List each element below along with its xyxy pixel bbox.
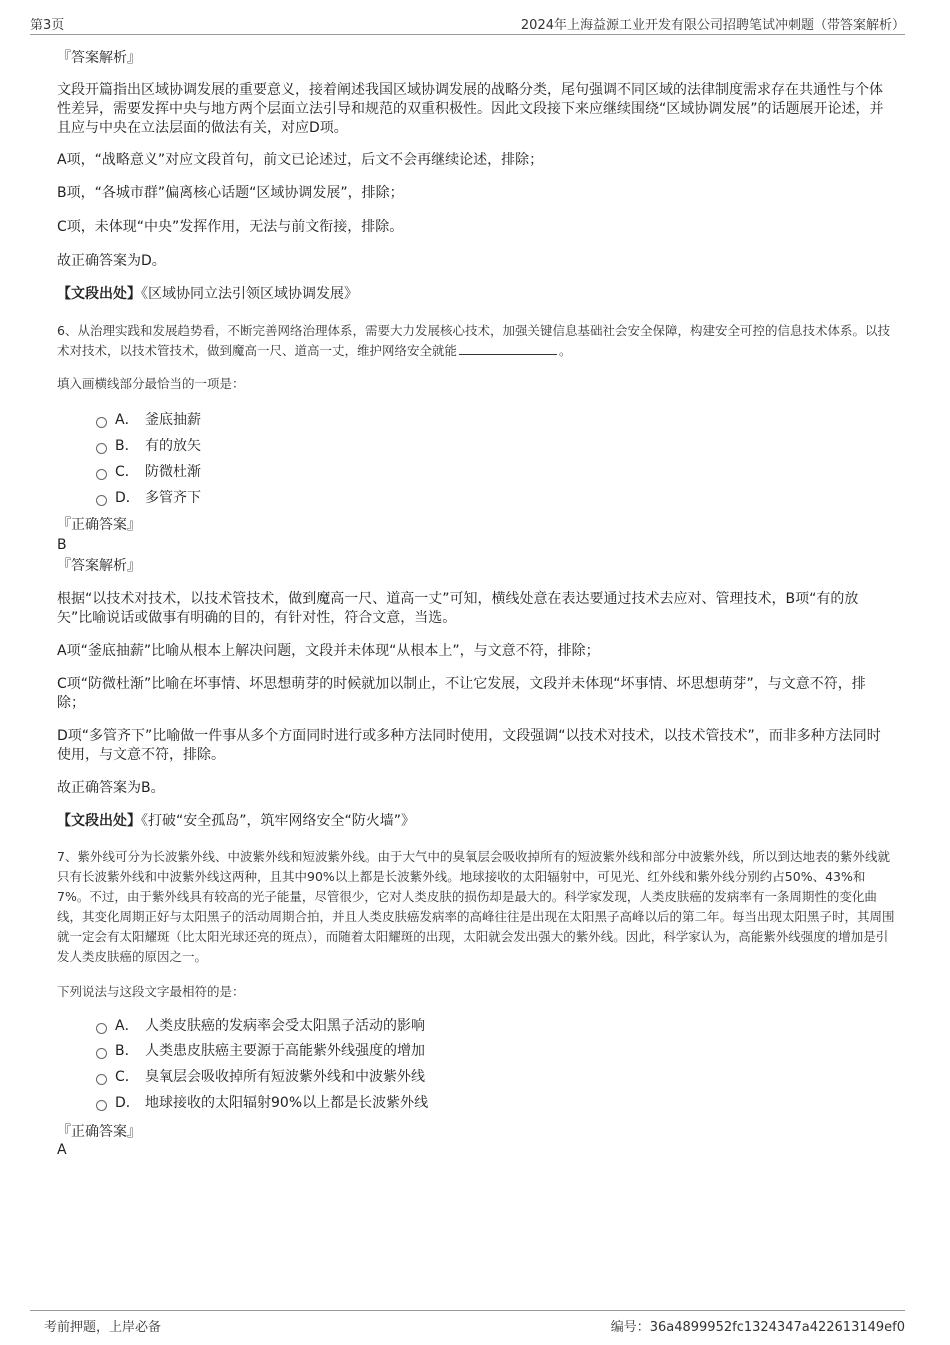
q6-source-title: 《打破“安全孤岛”，筑牢网络安全“防火墙”》 — [141, 813, 416, 829]
radio-button[interactable] — [96, 495, 107, 506]
page-header — [30, 12, 905, 35]
q5-note-a: A项，“战略意义”对应文段首句，前文已论述过，后文不会再继续论述，排除； — [57, 152, 544, 168]
q7-option-d[interactable] — [96, 1094, 428, 1112]
option-text: 人类皮肤癌的发病率会受太阳黑子活动的影响 — [145, 1018, 425, 1034]
q6-analysis-text: 根据“以技术对技术，以技术管技术，做到魔高一尺、道高一丈”可知，横线处意在表达要通过技术去应对、管理技术，B项“有的放矢”比喻说话或做事有明确的目的，有针对性，符合文意，当选。 — [57, 591, 859, 626]
q6-note-c: C项“防微杜渐”比喻在坏事情、坏思想萌芽的时候就加以制止，不让它发展，文段并未体现“坏事情、坏思想萌芽”，与文意不符，排除； — [57, 676, 866, 711]
option-key: C． — [115, 1069, 139, 1085]
q6-analysis-heading: 『答案解析』 — [57, 558, 141, 574]
option-text: 有的放矢 — [145, 438, 201, 454]
radio-button[interactable] — [96, 1048, 107, 1059]
footer-serial: 编号：36a4899952fc1324347a422613149ef0 — [610, 1320, 905, 1335]
q5-source — [57, 285, 358, 304]
option-text: 地球接收的太阳辐射90%以上都是长波紫外线 — [145, 1095, 429, 1111]
footer-slogan: 考前押题，上岸必备 — [44, 1320, 162, 1335]
radio-button[interactable] — [96, 417, 107, 428]
option-key: B． — [115, 1043, 139, 1059]
q6-conclusion: 故正确答案为B。 — [57, 780, 165, 796]
q6-prompt: 填入画横线部分最恰当的一项是： — [57, 376, 245, 391]
q7-option-b[interactable] — [96, 1042, 425, 1060]
option-text: 人类患皮肤癌主要源于高能紫外线强度的增加 — [145, 1043, 425, 1059]
q6-note-d: D项“多管齐下”比喻做一件事从多个方面同时进行或多种方法同时使用，文段强调“以技术对技术，以技术管技术”，而非多种方法同时使用，与文意不符，排除。 — [57, 728, 881, 763]
option-key: D． — [115, 490, 140, 506]
q7-correct-answer: A — [57, 1142, 67, 1158]
q5-analysis-heading: 『答案解析』 — [57, 50, 141, 66]
document-title: 2024年上海益源工业开发有限公司招聘笔试冲刺题（带答案解析） — [520, 18, 905, 33]
q5-analysis-text: 文段开篇指出区域协调发展的重要意义，接着阐述我国区域协调发展的战略分类，尾句强调不同区域的法律制度需求存在共通性与个体性差异，需要发挥中央与地方两个层面立法引导和规范的双重积极性。因此文段接下来应继续围绕“区域协调发展”的话题展开论述，并且应与中央在立法层面的做法有关，对应D项。 — [57, 82, 884, 136]
option-key: B． — [115, 438, 139, 454]
radio-button[interactable] — [96, 1100, 107, 1111]
q6-option-d[interactable] — [96, 489, 201, 507]
q6-answer-blank — [459, 342, 557, 355]
q6-source — [57, 812, 415, 831]
q6-correct-heading: 『正确答案』 — [57, 517, 141, 533]
q6-stem-part2: 。 — [559, 343, 572, 358]
q6-stem-part1: 6、从治理实践和发展趋势看，不断完善网络治理体系，需要大力发展核心技术，加强关键信息基础社会安全保障，构建安全可控的信息技术体系。以技术对技术，以技术管技术，做到魔高一尺、道高一丈，维护网络安全就能 — [57, 323, 890, 358]
q7-correct-heading: 『正确答案』 — [57, 1124, 141, 1140]
q6-option-c[interactable] — [96, 463, 201, 481]
radio-button[interactable] — [96, 1074, 107, 1085]
q5-note-b: B项，“各城市群”偏离核心话题“区域协调发展”，排除； — [57, 185, 404, 201]
option-key: A． — [115, 1018, 139, 1034]
q5-note-c: C项，未体现“中央”发挥作用，无法与前文衔接，排除。 — [57, 219, 404, 235]
page-footer — [30, 1310, 905, 1339]
page-number: 第3页 — [30, 18, 65, 33]
q7-prompt: 下列说法与这段文字最相符的是： — [57, 984, 245, 999]
radio-button[interactable] — [96, 469, 107, 480]
q6-correct-answer: B — [57, 537, 67, 553]
option-key: C． — [115, 464, 139, 480]
option-key: D． — [115, 1095, 140, 1111]
q7-stem: 7、紫外线可分为长波紫外线、中波紫外线和短波紫外线。由于大气中的臭氧层会吸收掉所有的短波紫外线和部分中波紫外线，所以到达地表的紫外线就只有长波紫外线和中波紫外线这两种，且其中90%以上都是长波紫外线。地球接收的太阳辐射中，可见光、红外线和紫外线分别约占50%、43%和7%。不过，由于紫外线具有较高的光子能量，尽管很少，它对人类皮肤的损伤却是最大的。科学家发现，人类皮肤癌的发病率有一条周期性的变化曲线，其变化周期正好与太阳黑子的活动周期合拍，并且人类皮肤癌发病率的高峰往往是出现在太阳黑子高峰以后的第二年。每当出现太阳黑子时，其周围就一定会有太阳耀斑（比太阳光球还亮的斑点），而随着太阳耀斑的出现，太阳就会发出强大的紫外线。因此，科学家认为，高能紫外线强度的增加是引发人类皮肤癌的原因之一。 — [57, 849, 895, 964]
q7-option-a[interactable] — [96, 1017, 425, 1035]
radio-button[interactable] — [96, 1023, 107, 1034]
option-text: 多管齐下 — [145, 490, 201, 506]
q5-source-title: 《区域协同立法引领区域协调发展》 — [141, 286, 358, 302]
q6-note-a: A项“釜底抽薪”比喻从根本上解决问题，文段并未体现“从根本上”，与文意不符，排除； — [57, 643, 600, 659]
q6-option-b[interactable] — [96, 437, 201, 455]
q6-option-a[interactable] — [96, 411, 201, 429]
q5-source-label: 【文段出处】 — [57, 286, 141, 302]
q7-option-c[interactable] — [96, 1068, 425, 1086]
option-key: A． — [115, 412, 139, 428]
option-text: 釜底抽薪 — [145, 412, 201, 428]
q5-conclusion: 故正确答案为D。 — [57, 253, 166, 269]
option-text: 臭氧层会吸收掉所有短波紫外线和中波紫外线 — [145, 1069, 425, 1085]
q6-stem — [57, 321, 895, 361]
radio-button[interactable] — [96, 443, 107, 454]
q6-source-label: 【文段出处】 — [57, 813, 141, 829]
option-text: 防微杜渐 — [145, 464, 201, 480]
